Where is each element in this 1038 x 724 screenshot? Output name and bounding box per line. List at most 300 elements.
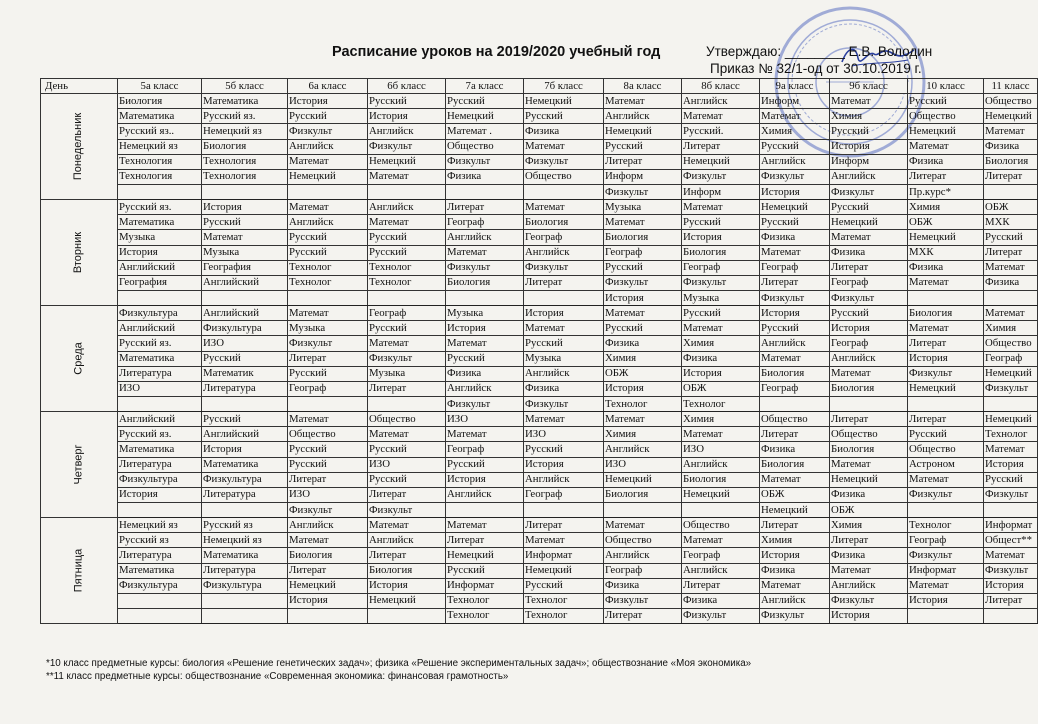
lesson-cell: Английск: [760, 336, 830, 351]
lesson-cell: [368, 608, 446, 623]
lesson-cell: История: [288, 593, 368, 608]
lesson-cell: Математик: [202, 366, 288, 381]
lesson-cell: Математ: [524, 200, 604, 215]
lesson-cell: Физкультура: [118, 306, 202, 321]
lesson-cell: Технолог: [524, 593, 604, 608]
lesson-cell: Литература: [202, 563, 288, 578]
lesson-cell: Английский: [202, 306, 288, 321]
column-header-class: 9б класс: [830, 79, 908, 94]
lesson-row: [41, 215, 1038, 230]
lesson-cell: [446, 290, 524, 305]
lesson-cell: Литерат: [760, 518, 830, 533]
lesson-cell: История: [288, 94, 368, 109]
lesson-cell: Русский яз.: [118, 336, 202, 351]
lesson-cell: История: [202, 442, 288, 457]
lesson-row: [41, 336, 1038, 351]
lesson-cell: Информ: [682, 184, 760, 199]
lesson-cell: Русский: [202, 351, 288, 366]
lesson-cell: Математ: [524, 321, 604, 336]
lesson-cell: История: [524, 306, 604, 321]
lesson-cell: Английск: [830, 169, 908, 184]
lesson-cell: Физкульт: [984, 487, 1038, 502]
lesson-cell: История: [368, 109, 446, 124]
lesson-row: [41, 563, 1038, 578]
lesson-cell: Немецкий: [830, 472, 908, 487]
lesson-cell: Физика: [446, 366, 524, 381]
lesson-cell: Литерат: [908, 169, 984, 184]
lesson-cell: Математика: [202, 457, 288, 472]
lesson-cell: Русский: [446, 563, 524, 578]
lesson-cell: Немецкий: [908, 381, 984, 396]
lesson-cell: Физика: [908, 260, 984, 275]
lesson-cell: Физика: [984, 139, 1038, 154]
lesson-cell: МХК: [984, 215, 1038, 230]
lesson-cell: Английск: [682, 563, 760, 578]
lesson-row: [41, 396, 1038, 411]
lesson-cell: История: [830, 321, 908, 336]
lesson-cell: Физкульт: [830, 593, 908, 608]
lesson-cell: Географ: [760, 260, 830, 275]
lesson-cell: Литерат: [368, 487, 446, 502]
lesson-cell: Физика: [682, 593, 760, 608]
lesson-cell: Русский: [368, 321, 446, 336]
day-label: [41, 200, 118, 306]
lesson-row: [41, 260, 1038, 275]
lesson-cell: Английск: [604, 548, 682, 563]
lesson-cell: ИЗО: [368, 457, 446, 472]
lesson-cell: Физкульт: [760, 608, 830, 623]
lesson-cell: Немецкий: [524, 563, 604, 578]
lesson-cell: Информат: [984, 518, 1038, 533]
lesson-cell: [604, 502, 682, 517]
lesson-cell: Литерат: [908, 412, 984, 427]
lesson-cell: Русский: [524, 109, 604, 124]
day-label: [41, 518, 118, 624]
lesson-cell: Физика: [984, 275, 1038, 290]
lesson-cell: Биология: [446, 275, 524, 290]
lesson-row: [41, 275, 1038, 290]
lesson-cell: Математ: [446, 336, 524, 351]
lesson-row: [41, 533, 1038, 548]
lesson-cell: Математ: [202, 230, 288, 245]
lesson-cell: Биология: [118, 94, 202, 109]
lesson-row: [41, 412, 1038, 427]
lesson-cell: Музыка: [446, 306, 524, 321]
lesson-cell: Географ: [446, 442, 524, 457]
lesson-cell: Географ: [984, 351, 1038, 366]
lesson-cell: Общество: [984, 94, 1038, 109]
lesson-cell: Математ: [288, 154, 368, 169]
lesson-cell: Литерат: [288, 563, 368, 578]
lesson-cell: История: [446, 321, 524, 336]
lesson-cell: Литерат: [288, 472, 368, 487]
column-header-class: 9а класс: [760, 79, 830, 94]
lesson-cell: Математ: [682, 321, 760, 336]
lesson-cell: Физкульт: [446, 396, 524, 411]
lesson-cell: [524, 184, 604, 199]
lesson-cell: Физкульт: [604, 184, 682, 199]
lesson-cell: Математика: [202, 548, 288, 563]
lesson-cell: История: [682, 366, 760, 381]
lesson-cell: Математика: [118, 563, 202, 578]
lesson-cell: МХК: [908, 245, 984, 260]
lesson-cell: ОБЖ: [984, 200, 1038, 215]
footnote-10-class: *10 класс предметные курсы: биология «Решение генетических задач»; физика «Решение экспериментальных задач»; обществознание «Моя экономика»: [46, 658, 752, 669]
lesson-cell: Физкульт: [368, 351, 446, 366]
page-title: Расписание уроков на 2019/2020 учебный год: [332, 44, 661, 60]
lesson-cell: Информ: [760, 94, 830, 109]
lesson-cell: Физкульт: [760, 290, 830, 305]
lesson-cell: История: [524, 457, 604, 472]
lesson-cell: Пр.курс*: [908, 184, 984, 199]
lesson-cell: Математ: [830, 94, 908, 109]
lesson-cell: Технология: [202, 154, 288, 169]
lesson-cell: Литерат: [682, 578, 760, 593]
lesson-cell: ИЗО: [604, 457, 682, 472]
lesson-cell: Математ: [604, 412, 682, 427]
lesson-row: [41, 139, 1038, 154]
lesson-cell: Математ: [984, 260, 1038, 275]
lesson-row: [41, 169, 1038, 184]
lesson-cell: [984, 184, 1038, 199]
lesson-cell: Математ: [984, 442, 1038, 457]
lesson-cell: Физкульт: [682, 608, 760, 623]
lesson-cell: Физкульт: [524, 396, 604, 411]
column-header-class: 7а класс: [446, 79, 524, 94]
order-line: Приказ № 32/1-од от 30.10.2019 г.: [710, 61, 922, 76]
lesson-cell: Русский яз.: [118, 427, 202, 442]
lesson-cell: Английск: [760, 593, 830, 608]
lesson-cell: [446, 502, 524, 517]
lesson-cell: История: [604, 290, 682, 305]
lesson-cell: История: [830, 608, 908, 623]
lesson-cell: Немецкий: [604, 124, 682, 139]
lesson-cell: Литература: [118, 548, 202, 563]
lesson-cell: Физкультура: [202, 578, 288, 593]
day-name: Четверг: [72, 444, 85, 485]
lesson-cell: Русский яз: [202, 518, 288, 533]
lesson-cell: Русский: [604, 260, 682, 275]
lesson-cell: История: [984, 578, 1038, 593]
lesson-cell: ИЗО: [288, 487, 368, 502]
lesson-cell: Физкульт: [446, 260, 524, 275]
lesson-cell: Русский: [368, 230, 446, 245]
lesson-cell: Технолог: [288, 275, 368, 290]
lesson-cell: Химия: [682, 412, 760, 427]
lesson-cell: Математ: [830, 366, 908, 381]
lesson-cell: Немецкий: [524, 94, 604, 109]
lesson-cell: Биология: [682, 472, 760, 487]
lesson-cell: Общество: [830, 427, 908, 442]
lesson-cell: Английск: [830, 578, 908, 593]
lesson-cell: Русский: [682, 306, 760, 321]
lesson-cell: [118, 290, 202, 305]
lesson-cell: Английск: [288, 215, 368, 230]
lesson-cell: [760, 396, 830, 411]
lesson-cell: ОБЖ: [908, 215, 984, 230]
lesson-cell: Биология: [830, 442, 908, 457]
lesson-cell: ИЗО: [524, 427, 604, 442]
lesson-cell: Физика: [830, 245, 908, 260]
lesson-cell: Географ: [446, 215, 524, 230]
lesson-cell: Русский: [288, 109, 368, 124]
lesson-cell: Технология: [118, 154, 202, 169]
lesson-cell: Физкульт: [524, 154, 604, 169]
lesson-cell: Русский: [288, 230, 368, 245]
lesson-cell: История: [604, 381, 682, 396]
lesson-cell: Немецкий: [908, 124, 984, 139]
column-header-class: 5б класс: [202, 79, 288, 94]
lesson-cell: Биология: [288, 548, 368, 563]
lesson-row: [41, 109, 1038, 124]
lesson-cell: Русский яз..: [118, 124, 202, 139]
lesson-cell: Литерат: [760, 275, 830, 290]
lesson-cell: Биология: [604, 487, 682, 502]
lesson-cell: Английск: [604, 442, 682, 457]
lesson-cell: Английск: [604, 109, 682, 124]
lesson-cell: Математ: [908, 275, 984, 290]
lesson-cell: [288, 608, 368, 623]
lesson-cell: Литература: [202, 487, 288, 502]
lesson-cell: Математ: [524, 533, 604, 548]
lesson-cell: Математ: [984, 306, 1038, 321]
lesson-cell: Географ: [682, 260, 760, 275]
lesson-cell: Русский: [984, 472, 1038, 487]
header-row: [41, 79, 1038, 94]
column-header-class: 6б класс: [368, 79, 446, 94]
footnotes: [46, 657, 751, 683]
lesson-cell: Физкульт: [682, 169, 760, 184]
lesson-cell: Английск: [682, 94, 760, 109]
lesson-cell: Русский яз.: [202, 109, 288, 124]
lesson-row: [41, 154, 1038, 169]
lesson-cell: Литерат: [830, 260, 908, 275]
lesson-cell: [288, 290, 368, 305]
lesson-cell: ОБЖ: [604, 366, 682, 381]
lesson-cell: Астроном: [908, 457, 984, 472]
lesson-cell: Литерат: [604, 154, 682, 169]
lesson-cell: Физкульт: [984, 563, 1038, 578]
lesson-cell: Математ: [830, 230, 908, 245]
lesson-cell: Литерат: [524, 275, 604, 290]
lesson-cell: Физика: [604, 336, 682, 351]
lesson-cell: Информат: [446, 578, 524, 593]
day-name: Вторник: [72, 232, 85, 274]
lesson-cell: Немецкий: [760, 502, 830, 517]
lesson-cell: Литература: [118, 457, 202, 472]
lesson-cell: Немецкий: [682, 154, 760, 169]
lesson-cell: Математ: [682, 427, 760, 442]
lesson-cell: Физкульт: [368, 139, 446, 154]
lesson-cell: Физкультура: [202, 321, 288, 336]
lesson-cell: Литерат: [830, 412, 908, 427]
lesson-cell: Математ: [446, 245, 524, 260]
lesson-cell: Русский: [368, 94, 446, 109]
lesson-row: [41, 184, 1038, 199]
schedule-table: [40, 78, 1038, 624]
lesson-cell: Химия: [604, 427, 682, 442]
lesson-cell: Общество: [446, 139, 524, 154]
lesson-row: [41, 502, 1038, 517]
lesson-cell: Физкультура: [118, 578, 202, 593]
column-header-day: День: [41, 79, 118, 94]
lesson-cell: Русский.: [682, 124, 760, 139]
lesson-cell: [524, 290, 604, 305]
lesson-cell: ИЗО: [202, 336, 288, 351]
lesson-cell: Литерат: [604, 608, 682, 623]
lesson-cell: Русский яз.: [118, 200, 202, 215]
lesson-cell: [908, 502, 984, 517]
lesson-row: [41, 578, 1038, 593]
lesson-cell: Литература: [202, 381, 288, 396]
lesson-cell: Литерат: [368, 548, 446, 563]
lesson-cell: Математ: [604, 518, 682, 533]
lesson-cell: Физкульт: [604, 593, 682, 608]
lesson-cell: Математ: [368, 336, 446, 351]
lesson-cell: Математ: [368, 518, 446, 533]
day-name: Понедельник: [72, 112, 85, 181]
lesson-cell: Технолог: [368, 260, 446, 275]
lesson-cell: Литерат: [830, 533, 908, 548]
lesson-cell: [202, 290, 288, 305]
lesson-cell: [908, 608, 984, 623]
lesson-cell: Музыка: [202, 245, 288, 260]
lesson-cell: Общество: [908, 442, 984, 457]
lesson-cell: Физика: [830, 487, 908, 502]
lesson-cell: Литерат: [984, 593, 1038, 608]
lesson-cell: [118, 608, 202, 623]
lesson-cell: Русский: [288, 442, 368, 457]
lesson-cell: Математика: [118, 442, 202, 457]
lesson-cell: Немецкий: [446, 109, 524, 124]
lesson-row: [41, 548, 1038, 563]
lesson-cell: История: [368, 578, 446, 593]
lesson-row: [41, 472, 1038, 487]
footnote-11-class: **11 класс предметные курсы: обществознание «Современная экономика: финансовая грамотность»: [46, 671, 509, 682]
column-header-class: 5а класс: [118, 79, 202, 94]
lesson-cell: Английский: [118, 321, 202, 336]
lesson-cell: Общест**: [984, 533, 1038, 548]
lesson-cell: Русский: [524, 336, 604, 351]
lesson-cell: Физкульт: [908, 548, 984, 563]
lesson-row: [41, 457, 1038, 472]
lesson-cell: ИЗО: [446, 412, 524, 427]
lesson-cell: [908, 396, 984, 411]
lesson-cell: Английский: [118, 412, 202, 427]
lesson-cell: Русский: [604, 321, 682, 336]
lesson-cell: География: [202, 260, 288, 275]
day-label: [41, 306, 118, 412]
lesson-cell: История: [984, 457, 1038, 472]
lesson-cell: [682, 502, 760, 517]
lesson-cell: История: [202, 200, 288, 215]
lesson-cell: ИЗО: [118, 381, 202, 396]
lesson-cell: Немецкий: [984, 366, 1038, 381]
lesson-cell: Физика: [446, 169, 524, 184]
lesson-row: [41, 518, 1038, 533]
lesson-cell: Русский: [288, 245, 368, 260]
lesson-cell: [368, 184, 446, 199]
column-header-class: 11 класс: [984, 79, 1038, 94]
lesson-cell: Русский: [524, 578, 604, 593]
lesson-cell: Математ: [682, 200, 760, 215]
lesson-cell: Музыка: [118, 230, 202, 245]
lesson-cell: Русский: [908, 94, 984, 109]
lesson-row: [41, 245, 1038, 260]
lesson-cell: Общество: [604, 533, 682, 548]
lesson-row: [41, 487, 1038, 502]
lesson-cell: Английск: [368, 533, 446, 548]
lesson-cell: Русский: [446, 351, 524, 366]
lesson-row: [41, 200, 1038, 215]
column-header-class: 10 класс: [908, 79, 984, 94]
lesson-cell: Биология: [760, 457, 830, 472]
lesson-cell: Географ: [368, 306, 446, 321]
lesson-cell: Немецкий: [682, 487, 760, 502]
lesson-cell: Физкульт: [604, 275, 682, 290]
lesson-cell: Химия: [760, 533, 830, 548]
lesson-cell: Математ: [760, 472, 830, 487]
lesson-cell: Английск: [446, 381, 524, 396]
lesson-cell: Английск: [368, 124, 446, 139]
lesson-cell: Технолог: [604, 396, 682, 411]
lesson-cell: Физкульт: [830, 290, 908, 305]
lesson-cell: Математ: [604, 94, 682, 109]
lesson-cell: Математ: [760, 245, 830, 260]
lesson-cell: Общество: [682, 518, 760, 533]
lesson-cell: Физкульт: [524, 260, 604, 275]
lesson-cell: Русский: [984, 230, 1038, 245]
lesson-cell: Немецкий: [446, 548, 524, 563]
lesson-cell: Русский: [202, 215, 288, 230]
lesson-cell: Математ: [288, 533, 368, 548]
lesson-cell: Географ: [288, 381, 368, 396]
lesson-cell: Химия: [984, 321, 1038, 336]
lesson-cell: Английск: [524, 472, 604, 487]
lesson-cell: Математика: [202, 94, 288, 109]
lesson-row: [41, 593, 1038, 608]
lesson-cell: Русский: [288, 366, 368, 381]
lesson-cell: История: [830, 139, 908, 154]
lesson-cell: [202, 502, 288, 517]
lesson-row: [41, 427, 1038, 442]
lesson-cell: Технолог: [984, 427, 1038, 442]
lesson-cell: Химия: [604, 351, 682, 366]
lesson-cell: Математ: [524, 412, 604, 427]
lesson-cell: Физкульт: [984, 381, 1038, 396]
lesson-cell: Общество: [288, 427, 368, 442]
lesson-cell: Физика: [760, 442, 830, 457]
lesson-cell: Химия: [682, 336, 760, 351]
lesson-cell: Географ: [830, 275, 908, 290]
lesson-cell: Математ: [908, 321, 984, 336]
lesson-cell: Русский: [760, 215, 830, 230]
lesson-cell: [368, 396, 446, 411]
lesson-cell: Русский: [830, 200, 908, 215]
lesson-cell: География: [118, 275, 202, 290]
lesson-cell: Математ: [446, 518, 524, 533]
lesson-cell: [908, 290, 984, 305]
lesson-cell: [288, 396, 368, 411]
lesson-cell: Литерат: [368, 381, 446, 396]
lesson-cell: [202, 608, 288, 623]
lesson-cell: Географ: [908, 533, 984, 548]
lesson-cell: Русский: [446, 94, 524, 109]
lesson-cell: [202, 593, 288, 608]
lesson-cell: Английский: [202, 427, 288, 442]
lesson-cell: Музыка: [524, 351, 604, 366]
lesson-cell: Музыка: [682, 290, 760, 305]
